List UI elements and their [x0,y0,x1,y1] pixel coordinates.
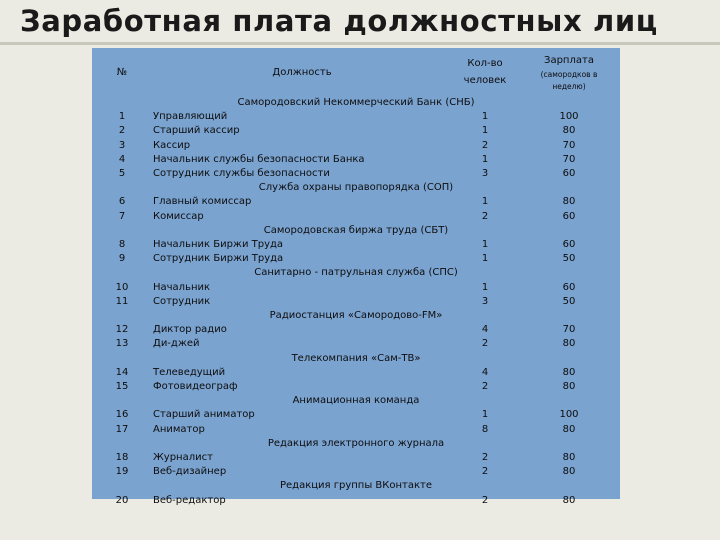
row-position: Кассир [153,139,191,151]
row-count: 2 [481,494,489,506]
row-count: 2 [481,139,489,151]
section-header-row [92,266,620,280]
row-position: Начальник службы безопасности Банка [153,153,365,165]
row-count: 3 [481,295,489,307]
row-count: 1 [481,253,489,265]
row-position: Журналист [153,452,213,464]
row-number: 12 [115,324,129,336]
row-position: Аниматор [153,423,205,435]
row-count: 1 [481,196,489,208]
table-row [92,451,620,465]
row-salary: 80 [562,452,576,464]
row-salary: 100 [559,111,579,123]
table-row [92,139,620,153]
section-header-row [92,479,620,493]
section-title: Санитарно - патрульная служба (СПС) [254,267,458,279]
row-number: 4 [118,153,126,165]
row-count: 4 [481,324,489,336]
row-position: Комиссар [153,210,204,222]
row-position: Телеведущий [153,366,226,378]
table-row [92,110,620,124]
row-number: 8 [118,239,126,251]
section-title: Служба охраны правопорядка (СОП) [258,182,454,194]
table-row [92,210,620,224]
table-row [92,323,620,337]
row-position: Фотовидеограф [153,381,238,393]
row-number: 6 [118,196,126,208]
section-header-row [92,224,620,238]
row-number: 20 [115,494,129,506]
row-count: 2 [481,338,489,350]
row-salary: 80 [562,366,576,378]
table-row [92,281,620,295]
row-number: 18 [115,452,129,464]
row-salary: 100 [559,409,579,421]
row-number: 19 [115,466,129,478]
header-salary [518,48,620,96]
header-salary-line2: (самородков в [540,69,598,79]
row-salary: 80 [562,196,576,208]
row-number: 15 [115,381,129,393]
row-count: 3 [481,168,489,180]
section-header-row [92,352,620,366]
row-salary: 50 [562,295,576,307]
row-salary: 80 [562,125,576,137]
table-header-row [92,48,620,96]
table-row [92,380,620,394]
section-title: Самородовский Некоммерческий Банк (СНБ) [237,97,475,108]
row-salary: 80 [562,466,576,478]
section-header-row [92,96,620,110]
row-count: 2 [481,452,489,464]
row-count: 1 [481,409,489,421]
row-position: Диктор радио [153,324,227,336]
row-count: 1 [481,281,489,293]
row-count: 1 [481,111,489,123]
salary-table [92,48,620,508]
row-number: 17 [115,423,129,435]
table-row [92,252,620,266]
table-row [92,423,620,437]
header-count-line1: Кол-во [467,58,503,69]
header-position: Должность [272,66,332,78]
section-header-row [92,309,620,323]
header-salary-line1: Зарплата [544,54,594,66]
row-count: 2 [481,381,489,393]
table-body [92,96,620,508]
row-position: Старший аниматор [153,409,255,421]
header-count [452,48,518,96]
row-count: 1 [481,125,489,137]
row-number: 9 [118,253,126,265]
row-position: Веб-дизайнер [153,466,227,478]
row-number: 16 [115,409,129,421]
row-position: Главный комиссар [153,196,252,208]
row-count: 1 [481,153,489,165]
section-title: Редакция группы ВКонтакте [279,480,433,492]
row-count: 8 [481,423,489,435]
row-salary: 70 [562,139,576,151]
row-count: 1 [481,239,489,251]
row-position: Веб-редактор [153,494,226,506]
row-salary: 80 [562,423,576,435]
row-salary: 80 [562,338,576,350]
row-salary: 80 [562,494,576,506]
row-salary: 70 [562,324,576,336]
section-title: Редакция электронного журнала [267,437,445,449]
table-row [92,295,620,309]
section-title: Самородовская биржа труда (СБТ) [263,224,449,236]
row-position: Начальник [153,281,211,293]
row-position: Сотрудник Биржи Труда [153,253,284,265]
table-row [92,494,620,508]
row-salary: 60 [562,210,576,222]
table-row [92,195,620,209]
section-title: Телекомпания «Сам-ТВ» [291,352,421,364]
row-salary: 60 [562,239,576,251]
table-row [92,366,620,380]
header-number: № [116,66,128,78]
table-row [92,465,620,479]
section-title: Анимационная команда [292,395,420,407]
row-position: Начальник Биржи Труда [153,239,284,251]
row-number: 13 [115,338,129,350]
row-number: 1 [118,111,126,123]
header-salary-line3: неделю) [552,81,586,91]
table-row [92,238,620,252]
table-row [92,167,620,181]
row-count: 4 [481,366,489,378]
section-header-row [92,181,620,195]
row-position: Управляющий [153,111,228,123]
row-number: 10 [115,281,129,293]
row-count: 2 [481,210,489,222]
row-position: Старший кассир [153,125,240,137]
row-salary: 80 [562,381,576,393]
row-number: 2 [118,125,126,137]
table-row [92,337,620,351]
section-header-row [92,394,620,408]
title-divider [0,42,720,45]
row-number: 3 [118,139,126,151]
row-number: 7 [118,210,126,222]
row-position: Ди-джей [153,338,200,350]
salary-table-panel [92,48,620,506]
row-salary: 60 [562,168,576,180]
row-position: Сотрудник [153,295,211,307]
section-header-row [92,437,620,451]
page-title: Заработная плата должностных лиц [20,4,658,38]
row-salary: 60 [562,281,576,293]
table-row [92,124,620,138]
table-row [92,153,620,167]
table-row [92,408,620,422]
section-title: Радиостанция «Самородово-FM» [269,310,443,322]
header-count-line2: человек [463,75,507,86]
row-number: 11 [115,295,129,307]
row-number: 5 [118,168,126,180]
row-count: 2 [481,466,489,478]
row-position: Сотрудник службы безопасности [153,168,330,180]
row-salary: 50 [562,253,576,265]
row-salary: 70 [562,153,576,165]
row-number: 14 [115,366,129,378]
